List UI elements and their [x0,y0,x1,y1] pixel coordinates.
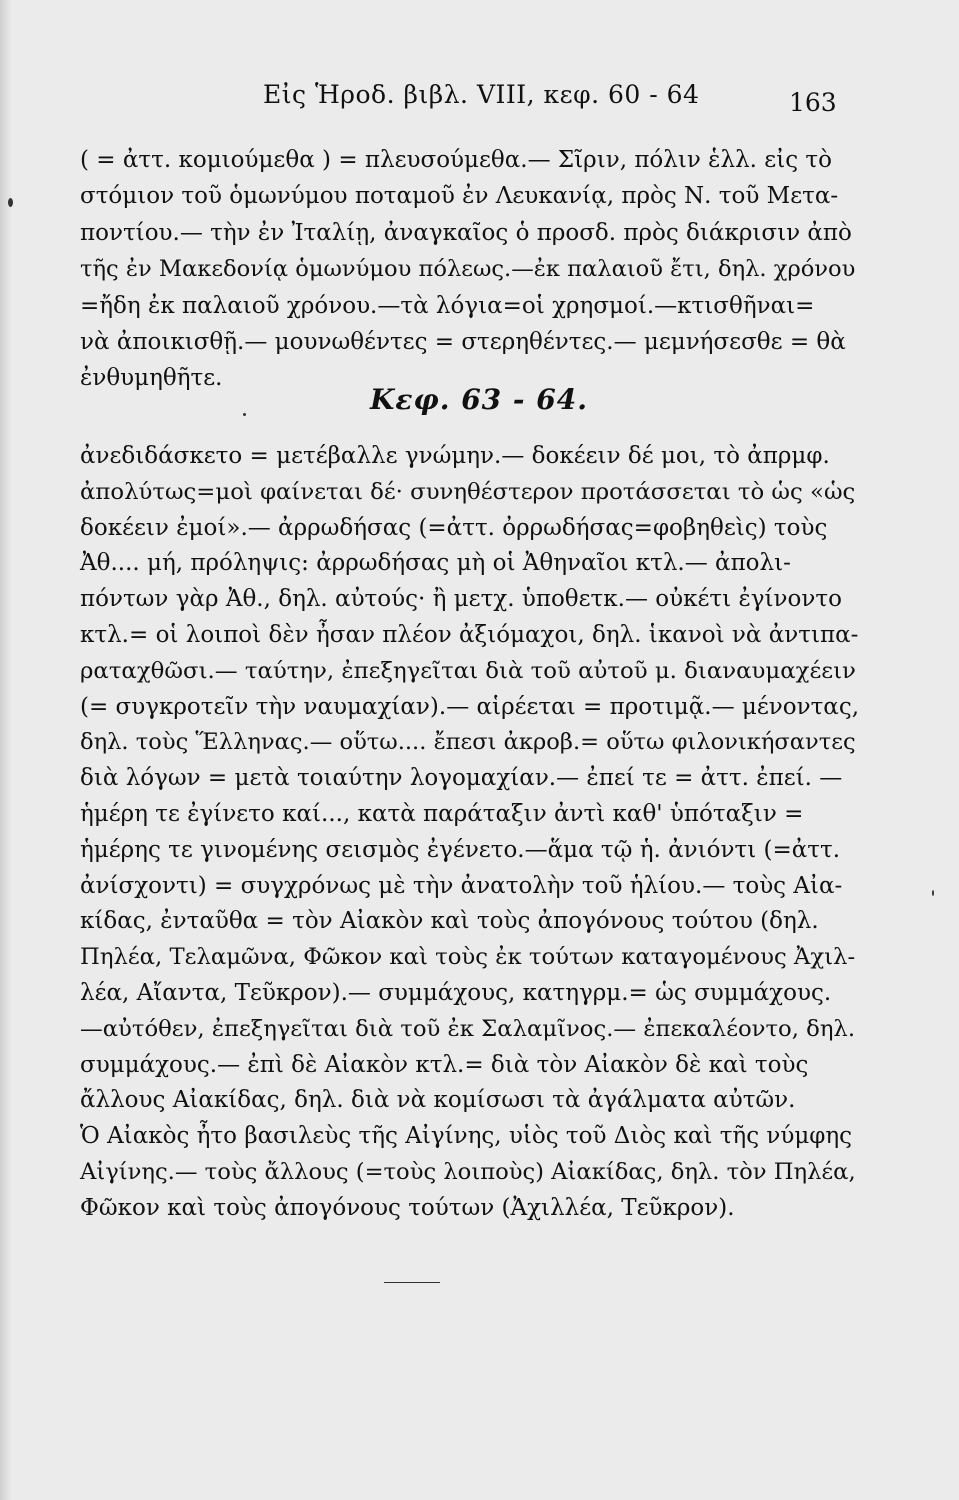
text-line: πόντων γὰρ Ἀθ., δηλ. αὐτούς· ἢ μετχ. ὑποθετκ.— οὐκέτι ἐγίνοντο [80,586,842,613]
text-line: λέα, Αἴαντα, Τεῦκρον).— συμμάχους, κατηγρμ.= ὡς συμμάχους. [80,979,832,1006]
text-line: στόμιον τοῦ ὁμωνύμου ποταμοῦ ἐν Λευκανίᾳ, πρὸς Ν. τοῦ Μετα- [80,183,839,210]
text-line: Ὁ Αἰακὸς ἦτο βασιλεὺς τῆς Αἰγίνης, υἱὸς τοῦ Διὸς καὶ τῆς νύμφης [80,1123,853,1150]
print-speck [243,413,246,416]
text-line: δοκέειν ἐμοί».— ἀρρωδήσας (=ἀττ. ὀρρωδήσας=φοβηθεὶς) τοὺς [80,514,828,541]
page-number: 163 [789,88,837,117]
text-line: νὰ ἀποικισθῇ.— μουνωθέντες = στερηθέντες.— μεμνήσεσθε = θὰ [80,328,846,355]
text-line: ραταχθῶσι.— ταύτην, ἐπεξηγεῖται διὰ τοῦ αὐτοῦ μ. διαναυμαχέειν [80,657,856,684]
text-line: τῆς ἐν Μακεδονίᾳ ὁμωνύμου πόλεως.—ἐκ παλαιοῦ ἔτι, δηλ. χρόνου [80,256,856,283]
print-speck [8,198,13,207]
text-line: συμμάχους.— ἐπὶ δὲ Αἰακὸν κτλ.= διὰ τὸν Αἰακὸν δὲ καὶ τοὺς [80,1051,809,1078]
commentary-paragraph-1 [80,142,860,397]
footer-rule [384,1282,440,1283]
text-line: ἀνίσχοντι) = συγχρόνως μὲ τὴν ἀνατολὴν τοῦ ἡλίου.— τοὺς Αἰα- [80,872,843,899]
text-line: =ἤδη ἐκ παλαιοῦ χρόνου.—τὰ λόγια=οἱ χρησμοί.—κτισθῆναι= [80,292,815,319]
text-line: δηλ. τοὺς Ἕλληνας.— οὕτω.... ἔπεσι ἀκροβ.= οὕτω φιλονικήσαντες [80,729,856,756]
text-line: (= συγκροτεῖν τὴν ναυμαχίαν).— αἱρέεται = προτιμᾷ.— μένοντας, [80,693,860,720]
print-speck [932,890,934,896]
text-line: ἀνεδιδάσκετο = μετέβαλλε γνώμην.— δοκέειν δέ μοι, τὸ ἀπρμφ. [80,443,830,469]
text-line: ἀπολύτως=μοὶ φαίνεται δέ· συνηθέστερον προτάσσεται τὸ ὡς «ὡς [80,478,856,505]
section-heading: Κεφ. 63 - 64. [370,383,588,416]
text-line: —αὐτόθεν, ἐπεξηγεῖται διὰ τοῦ ἐκ Σαλαμῖνος.— ἐπεκαλέοντο, δηλ. [80,1015,856,1042]
commentary-paragraph-2 [80,438,860,1226]
text-line: Ἀθ.... μή, πρόληψις: ἀρρωδήσας μὴ οἱ Ἀθηναῖοι κτλ.— ἀπολι- [80,550,791,577]
text-line: ( = ἀττ. κομιούμεθα ) = πλευσούμεθα.— Σῖριν, πόλιν ἑλλ. εἰς τὸ [80,147,832,173]
text-line: διὰ λόγων = μετὰ τοιαύτην λογομαχίαν.— ἐπεί τε = ἀττ. ἐπεί. — [80,765,843,792]
text-line: κτλ.= οἱ λοιποὶ δὲν ἦσαν πλέον ἀξιόμαχοι, δηλ. ἱκανοὶ νὰ ἀντιπα- [80,621,859,648]
running-head: Εἰς Ἡροδ. βιβλ. VIII, κεφ. 60 - 64 [263,80,700,109]
text-line: Πηλέα, Τελαμῶνα, Φῶκον καὶ τοὺς ἐκ τούτων καταγομένους Ἀχιλ- [80,944,856,971]
page-edge-shadow [0,0,12,1500]
text-line: ἡμέρης τε γινομένης σεισμὸς ἐγένετο.—ἅμα τῷ ἡ. ἀνιόντι (=ἀττ. [80,836,841,863]
text-line: ἐνθυμηθῆτε. [80,365,223,392]
text-line: Αἰγίνης.— τοὺς ἄλλους (=τοὺς λοιποὺς) Αἰακίδας, δηλ. τὸν Πηλέα, [80,1158,856,1185]
text-line: ποντίου.— τὴν ἐν Ἰταλίῃ, ἀναγκαῖος ὁ προσδ. πρὸς διάκρισιν ἀπὸ [80,219,852,246]
text-line: Φῶκον καὶ τοὺς ἀπογόνους τούτων (Ἀχιλλέα, Τεῦκρον). [80,1194,735,1221]
text-line: ἡμέρη τε ἐγίνετο καί..., κατὰ παράταξιν ἀντὶ καθ' ὑπόταξιν = [80,800,804,827]
text-line: ἄλλους Αἰακίδας, δηλ. διὰ νὰ κομίσωσι τὰ ἀγάλματα αὐτῶν. [80,1087,796,1114]
text-line: κίδας, ἐνταῦθα = τὸν Αἰακὸν καὶ τοὺς ἀπογόνους τούτου (δηλ. [80,908,819,935]
